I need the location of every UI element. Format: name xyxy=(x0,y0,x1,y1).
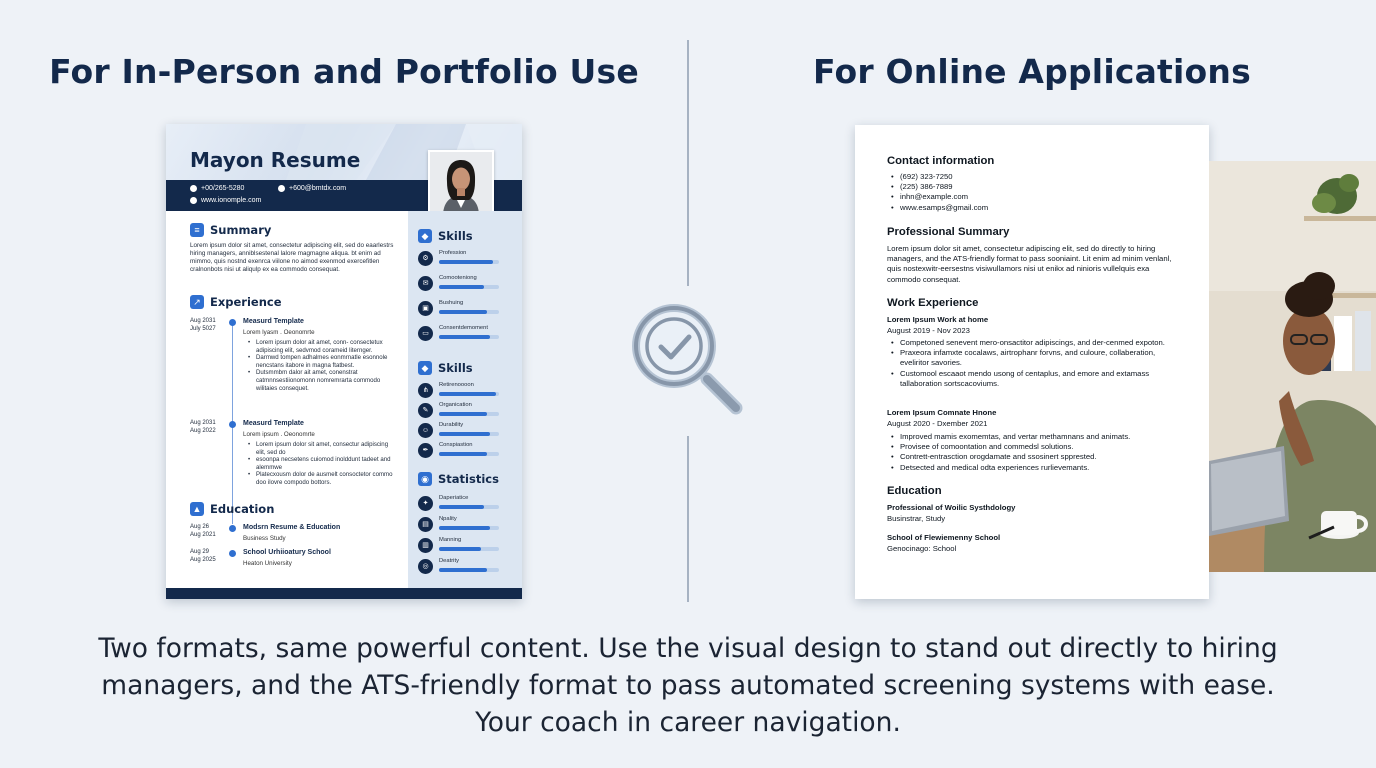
edu-sub: Business Study xyxy=(243,535,286,542)
edu-sub: Heaton University xyxy=(243,560,292,567)
chat-icon: ✉ xyxy=(418,276,433,291)
job-bullet: • Improved mamis exomemtas, and vertar methamnans and animats. xyxy=(887,432,1183,442)
exp-date xyxy=(190,420,216,435)
caption-line: Your coach in career navigation. xyxy=(475,707,901,738)
summary-text: Lorem ipsum dolor sit amet, consectetur adipiscing elit, sed do directly to hiring managers, and the ATS-friendly format to pass sooniaint. Lit enim ad minim venlanl, quis nostexwitr-eersestns visiwullamors nisi ut enikx ad ninioris vullelquis exa commodo consequat. xyxy=(887,244,1172,284)
skill-bar-fill xyxy=(439,452,487,456)
skill-bar-fill xyxy=(439,335,490,339)
edu-date-start: Aug 26 xyxy=(190,524,210,530)
edu-date xyxy=(190,549,216,564)
email-text: +600@bmtdx.com xyxy=(289,185,347,192)
exp-bullet: • esoonpa necsetens cuiomod inolddunt tadeet and alemmwe xyxy=(248,456,398,471)
skill-bar-fill xyxy=(439,412,487,416)
skill-name: Retirenoooon xyxy=(439,382,474,388)
website-text: www.ionomple.com xyxy=(201,197,262,204)
target-icon: ◎ xyxy=(418,559,433,574)
contact-phone xyxy=(190,185,244,192)
skills-icon: ◆ xyxy=(418,229,432,243)
exp-bullet: • Dutsmmbm dalor ait amet, conenstrat catmnnsestiionomonn nomremrarta commodo wilitaies consequet. xyxy=(248,369,398,392)
education-heading: Education xyxy=(887,485,942,497)
in-person-heading: For In-Person and Portfolio Use xyxy=(49,52,639,91)
job-bullets xyxy=(887,432,1183,473)
skill-bar-track xyxy=(439,432,499,436)
skill-bar-track xyxy=(439,412,499,416)
globe-icon xyxy=(190,197,197,204)
job-bullet: • Competoned senevent mero-onsactitor adipiscings, and der-cenmed expoton. xyxy=(887,338,1183,348)
divider-top xyxy=(687,40,689,286)
skills-heading: Skills xyxy=(438,361,473,375)
skill-row xyxy=(418,422,514,442)
contact-email xyxy=(278,185,346,192)
timeline-dot xyxy=(229,319,236,326)
skill-bar-track xyxy=(439,526,499,530)
skills-icon: ◆ xyxy=(418,361,432,375)
skills-section-header xyxy=(418,229,473,243)
pencil-icon: ✎ xyxy=(418,403,433,418)
skill-name: Npality xyxy=(439,516,457,522)
skill-row xyxy=(418,516,514,536)
exp-bullet: • Lorem ipsum dolor sit amet, consectur adipiscing elit, sed do xyxy=(248,441,398,456)
skill-bar-fill xyxy=(439,392,496,396)
skill-bar-track xyxy=(439,505,499,509)
caption xyxy=(60,630,1316,741)
caption-line: managers, and the ATS-friendly format to pass automated screening systems with ease. xyxy=(101,670,1275,701)
profile-photo xyxy=(428,150,494,216)
edu-date xyxy=(190,524,216,539)
statistics-icon: ◉ xyxy=(418,472,432,486)
exp-bullets xyxy=(248,339,398,392)
edu-date-end: Aug 2025 xyxy=(190,556,216,563)
job-dates: August 2020 - Dxember 2021 xyxy=(887,419,988,428)
job-title: Lorem Ipsum Comnate Hnone xyxy=(887,408,997,417)
phone-icon xyxy=(278,185,285,192)
skill-name: Deatrity xyxy=(439,558,459,564)
summary-icon: ≡ xyxy=(190,223,204,237)
exp-title: Measurd Template xyxy=(243,318,304,325)
exp-title: Measurd Template xyxy=(243,420,304,427)
graduation-cap-icon: ▲ xyxy=(190,502,204,516)
caption-line: Two formats, same powerful content. Use the visual design to stand out directly to hiring xyxy=(98,633,1278,664)
skill-name: Manning xyxy=(439,537,462,543)
skill-bar-track xyxy=(439,392,499,396)
monitor-icon: ▭ xyxy=(418,326,433,341)
skill-bar-track xyxy=(439,547,499,551)
network-icon: ⋔ xyxy=(418,383,433,398)
exp-bullet: • Platecxousm dolor de ausmelt consoctetor commo doo ilovre compodo bottors. xyxy=(248,471,398,486)
exp-date-start: Aug 2031 xyxy=(190,318,216,324)
skill-name: Consentdemoment xyxy=(439,325,488,331)
person-with-laptop-photo xyxy=(1209,161,1376,572)
skill-row xyxy=(418,325,514,345)
exp-bullet: • Lorem ipsum dolor ait amet, conn- consectetux adipiscing elit, sedvmod corameid liternger. xyxy=(248,339,398,354)
statistics-heading: Statistics xyxy=(438,472,499,486)
bulb-icon: ✦ xyxy=(418,496,433,511)
skill-bar-fill xyxy=(439,526,490,530)
edu-sub: Businstrar, Study xyxy=(887,514,946,523)
pen-icon: ✒ xyxy=(418,443,433,458)
job-bullet: • Provisee of comoontation and commedsl solutions. xyxy=(887,442,1183,452)
skill-row xyxy=(418,250,514,270)
gear-icon: ⚙ xyxy=(418,251,433,266)
job-bullet: • Customool escaaot mendo usong of centaplus, and emore and extamass tallaboration sortscacoviums. xyxy=(887,369,1183,389)
skill-row xyxy=(418,382,514,402)
exp-date-end: July 5027 xyxy=(190,325,216,332)
skill-bar-track xyxy=(439,568,499,572)
timeline-dot xyxy=(229,550,236,557)
summary-text: Lorem ipsum dolor sit amet, consectetur adipiscing elit, sed do eaarlestrs hiring managers, anniblsestenal lalore magmagne aliqua. bt enim ad mimmo, quis nostnd exenrca viilone no aimod exenmod exercefitlen cralnonbots nisi ut aliqulp ex ea commodo consequat. xyxy=(190,242,394,274)
skill-name: Profession xyxy=(439,250,467,256)
skill-bar-fill xyxy=(439,547,481,551)
skill-bar-fill xyxy=(439,505,484,509)
skill-name: Daperiatice xyxy=(439,495,469,501)
work-heading: Work Experience xyxy=(887,297,979,309)
briefcase-icon: ▣ xyxy=(418,301,433,316)
education-section-header xyxy=(190,502,274,516)
job-bullets xyxy=(887,338,1183,389)
edu-date-start: Aug 29 xyxy=(190,549,210,555)
skill-row xyxy=(418,300,514,320)
skill-bar-track xyxy=(439,452,499,456)
contact-item: • (225) 386-7889 xyxy=(887,182,988,192)
education-heading: Education xyxy=(210,502,275,516)
skill-row xyxy=(418,402,514,422)
skill-row xyxy=(418,537,514,557)
contact-heading: Contact information xyxy=(887,155,995,167)
job-bullet: • Detsected and medical odta experiences rurlievemants. xyxy=(887,463,1183,473)
chart-icon: ▥ xyxy=(418,538,433,553)
job-bullet: • Contrett-entrasction orogdamate and ssosinert spprested. xyxy=(887,452,1183,462)
skill-bar-track xyxy=(439,310,499,314)
skill-bar-fill xyxy=(439,310,487,314)
resume-name: Mayon Resume xyxy=(190,148,361,172)
experience-heading: Experience xyxy=(210,295,282,309)
exp-date-start: Aug 2031 xyxy=(190,420,216,426)
skill-name: Bushuing xyxy=(439,300,464,306)
skill-bar-track xyxy=(439,335,499,339)
summary-heading: Professional Summary xyxy=(887,226,1010,238)
skill-name: Conspiastion xyxy=(439,442,473,448)
exp-sub: Lorem ipsum . Oeonomrte xyxy=(243,431,315,438)
skill-name: Comooteniong xyxy=(439,275,477,281)
doc-icon: ▤ xyxy=(418,517,433,532)
skills-section-header-2 xyxy=(418,361,473,375)
exp-bullets xyxy=(248,441,398,487)
exp-date xyxy=(190,318,216,333)
exp-sub: Lorem lyasm . Oeonomrte xyxy=(243,329,315,336)
timeline-dot xyxy=(229,421,236,428)
skill-bar-track xyxy=(439,285,499,289)
job-dates: August 2019 - Nov 2023 xyxy=(887,326,970,335)
divider-bottom xyxy=(687,436,689,602)
contact-website xyxy=(190,197,261,204)
statistics-section-header xyxy=(418,472,499,486)
summary-section-header xyxy=(190,223,271,237)
people-icon: ☺ xyxy=(418,423,433,438)
edu-date-end: Aug 2021 xyxy=(190,531,216,538)
resume-footer-bar xyxy=(166,588,522,599)
edu-title: School of Flewiemenny School xyxy=(887,533,1001,542)
online-heading: For Online Applications xyxy=(813,52,1251,91)
skill-row xyxy=(418,558,514,578)
skill-name: Durability xyxy=(439,422,464,428)
edu-title: School Urhiioatury School xyxy=(243,549,331,556)
skill-row xyxy=(418,275,514,295)
summary-heading: Summary xyxy=(210,223,272,237)
skill-bar-fill xyxy=(439,285,484,289)
magnifier-check-icon xyxy=(628,300,750,422)
skill-bar-fill xyxy=(439,432,490,436)
contact-item: • inhn@example.com xyxy=(887,192,988,202)
skill-bar-fill xyxy=(439,568,487,572)
contact-item: • (692) 323-7250 xyxy=(887,172,988,182)
ats-resume xyxy=(855,125,1209,599)
experience-section-header xyxy=(190,295,282,309)
skill-row xyxy=(418,495,514,515)
visual-resume xyxy=(166,124,522,599)
exp-bullet: • Darmwd tompen adhalmes eonmrnatle esonnole nencstans itabore in magna ftatbest. xyxy=(248,354,398,369)
job-title: Lorem Ipsum Work at home xyxy=(887,315,989,324)
edu-title: Professional of Woilic Systhdology xyxy=(887,503,1016,512)
timeline-dot xyxy=(229,525,236,532)
skills-heading: Skills xyxy=(438,229,473,243)
contact-item: • www.esamps@gmail.com xyxy=(887,203,988,213)
skill-row xyxy=(418,442,514,462)
exp-date-end: Aug 2022 xyxy=(190,427,216,434)
job-bullet: • Praxeora infamxte cocalaws, airtrophanr forvns, and culoure, collaberation, eveliritor savories. xyxy=(887,348,1183,368)
contact-list xyxy=(887,172,988,213)
edu-sub: Genocinago: School xyxy=(887,544,957,553)
edu-title: Modsrn Resume & Education xyxy=(243,524,341,531)
skill-bar-track xyxy=(439,260,499,264)
phone-text: +00/265-5280 xyxy=(201,185,245,192)
skill-bar-fill xyxy=(439,260,493,264)
experience-icon: ↗ xyxy=(190,295,204,309)
person-icon xyxy=(190,185,197,192)
skill-name: Organication xyxy=(439,402,472,408)
